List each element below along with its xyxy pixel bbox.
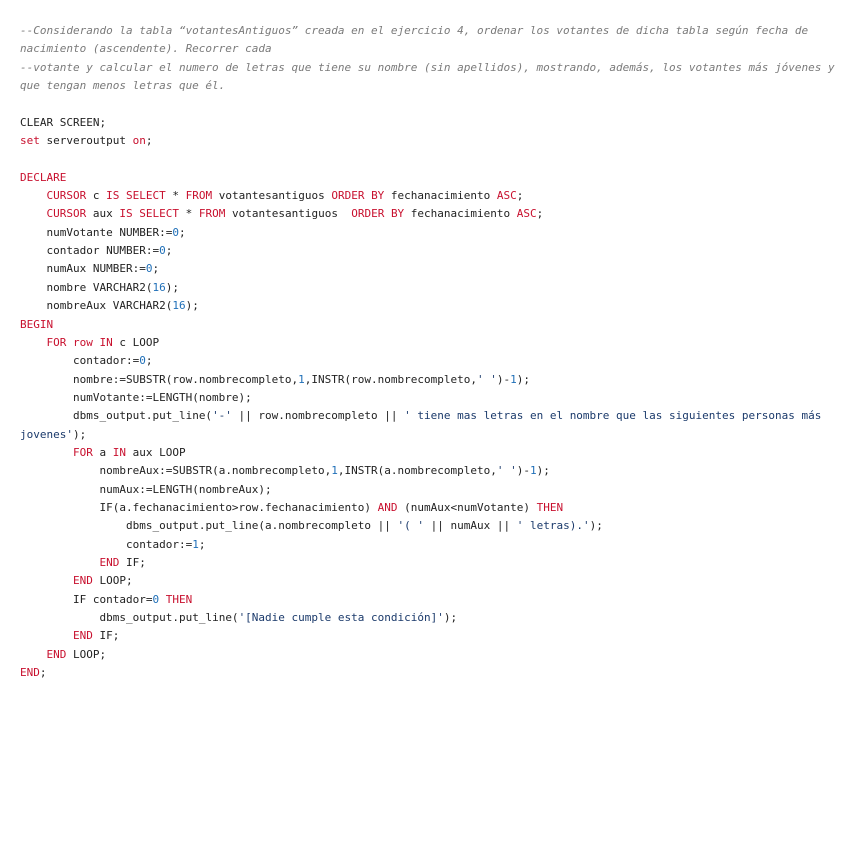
code-text: fechanacimiento: [384, 189, 497, 203]
code-text: ;: [198, 537, 206, 551]
code-line: [20, 591, 848, 609]
code-text: nombreAux VARCHAR2(: [20, 299, 173, 313]
code-number: 1: [331, 464, 338, 478]
code-text: );: [185, 299, 199, 313]
code-text: || numAux ||: [424, 519, 517, 533]
code-text: );: [443, 611, 458, 624]
code-line: [20, 462, 848, 480]
code-text: [20, 574, 73, 587]
code-line: [20, 297, 848, 315]
code-text: aux: [86, 207, 120, 221]
code-string: '( ': [397, 519, 424, 533]
code-keyword: IS SELECT: [119, 207, 179, 221]
code-line: [20, 242, 848, 260]
code-keyword: CURSOR: [46, 207, 87, 221]
code-keyword: THEN: [536, 500, 564, 514]
code-keyword: DECLARE: [20, 170, 67, 184]
code-text: *: [165, 189, 186, 203]
code-text: numVotante NUMBER:=: [20, 225, 173, 239]
code-text: [20, 629, 73, 642]
code-line: [20, 205, 848, 223]
code-number: 0: [159, 244, 166, 258]
code-line: [20, 664, 848, 682]
code-keyword: FOR row IN: [46, 335, 113, 349]
code-number: 1: [510, 372, 517, 386]
code-text: || row.nombrecompleto ||: [231, 409, 405, 423]
code-line: [20, 334, 848, 352]
code-text: nombreAux:=SUBSTR(a.nombrecompleto,: [20, 464, 332, 478]
code-number: 0: [139, 354, 146, 368]
code-text: [20, 648, 47, 661]
code-comment: --votante y calcular el numero de letras que tiene su nombre (sin apellidos), mostrando, además, los votantes más jóvenes y que tengan menos letras que él.: [20, 60, 842, 93]
code-line: [20, 22, 848, 59]
code-text: nombre VARCHAR2(: [20, 280, 153, 294]
code-text: [20, 556, 99, 569]
code-line: [20, 609, 848, 627]
code-text: ;: [145, 134, 153, 148]
code-keyword: END: [20, 666, 40, 680]
code-text: CLEAR SCREEN;: [20, 115, 107, 129]
code-keyword: on: [132, 134, 146, 148]
code-line: [20, 499, 848, 517]
code-string: '[Nadie cumple esta condición]': [238, 611, 444, 624]
code-text: ;: [39, 666, 47, 680]
code-line: [20, 316, 848, 334]
code-line: [20, 407, 848, 444]
code-keyword: IS SELECT: [106, 189, 166, 203]
code-line: [20, 224, 848, 242]
code-line: [20, 150, 848, 168]
code-text: aux LOOP: [125, 445, 186, 459]
code-number: 16: [172, 299, 186, 313]
code-line: [20, 554, 848, 572]
code-keyword: END: [99, 555, 120, 569]
code-line: [20, 517, 848, 535]
code-text: [20, 207, 47, 220]
code-text: numAux NUMBER:=: [20, 262, 146, 276]
code-keyword: CURSOR: [46, 189, 87, 203]
code-line: [20, 352, 848, 370]
code-keyword: ORDER BY: [351, 207, 405, 221]
code-string: '-': [212, 409, 232, 423]
code-text: );: [536, 464, 550, 478]
code-text: ;: [145, 354, 153, 368]
code-text: votantesantiguos: [225, 207, 352, 221]
code-text: [20, 446, 73, 459]
code-keyword: BEGIN: [20, 317, 54, 331]
code-string: ' letras).': [516, 519, 590, 533]
code-text: ;: [536, 207, 544, 221]
code-string: ' ': [476, 372, 497, 386]
code-text: c: [86, 189, 107, 203]
code-line: [20, 627, 848, 645]
code-keyword: set: [20, 134, 40, 148]
code-number: 16: [152, 280, 166, 294]
code-text: dbms_output.put_line(: [20, 611, 239, 624]
code-line: [20, 132, 848, 150]
code-line: [20, 371, 848, 389]
code-string: ' ': [496, 464, 517, 478]
code-keyword: FROM: [198, 207, 226, 221]
code-text: )-: [496, 372, 511, 386]
code-number: 0: [152, 592, 160, 606]
code-text: contador:=: [20, 537, 193, 551]
code-line: [20, 389, 848, 407]
code-text: LOOP;: [66, 647, 107, 661]
code-text: ;: [516, 189, 524, 203]
code-text: IF(a.fechanacimiento>row.fechanacimiento): [20, 500, 378, 514]
code-keyword: END: [46, 647, 67, 661]
code-keyword: AND: [377, 500, 398, 514]
code-text: );: [165, 280, 179, 294]
code-line: [20, 279, 848, 297]
code-keyword: END: [72, 629, 93, 643]
code-string: ' tiene mas letras en el nombre que las siguientes personas más jovenes': [20, 409, 828, 441]
code-keyword: IN: [112, 445, 126, 459]
code-text: IF contador=: [20, 592, 153, 606]
code-text: contador:=: [20, 354, 140, 368]
code-keyword: THEN: [165, 592, 193, 606]
code-text: serveroutput: [39, 134, 133, 148]
code-keyword: FROM: [185, 189, 213, 203]
code-number: 1: [192, 537, 199, 551]
code-line: [20, 169, 848, 187]
code-text: numVotante:=LENGTH(nombre);: [20, 390, 252, 404]
code-line: [20, 114, 848, 132]
code-text: [20, 336, 47, 349]
code-number: 1: [529, 464, 537, 478]
code-text: dbms_output.put_line(a.nombrecompleto ||: [20, 519, 398, 533]
code-text: [20, 189, 47, 202]
code-text: ;: [165, 244, 173, 258]
code-text: IF;: [92, 629, 120, 643]
code-line: [20, 95, 848, 113]
code-number: 0: [145, 262, 153, 276]
code-text: LOOP;: [92, 574, 133, 588]
code-line: [20, 187, 848, 205]
code-line: [20, 260, 848, 278]
code-text: fechanacimiento: [404, 207, 517, 221]
code-text: votantesantiguos: [212, 189, 332, 203]
code-keyword: ORDER BY: [331, 189, 385, 203]
code-text: c LOOP: [112, 335, 160, 349]
code-text: );: [516, 372, 530, 386]
code-text: ;: [152, 262, 160, 276]
code-keyword: END: [72, 574, 93, 588]
code-line: [20, 59, 848, 96]
code-text: a: [92, 445, 113, 459]
code-text: ,INSTR(row.nombrecompleto,: [304, 372, 477, 386]
code-text: IF;: [119, 555, 146, 569]
code-text: (numAux<numVotante): [397, 500, 537, 514]
code-line: [20, 646, 848, 664]
code-comment: --Considerando la tabla “votantesAntiguos” creada en el ejercicio 4, ordenar los votantes de dicha tabla según fecha de nacimiento (ascendente). Recorrer cada: [20, 24, 815, 56]
code-text: nombre:=SUBSTR(row.nombrecompleto,: [20, 372, 299, 386]
code-keyword: ASC: [516, 207, 537, 221]
code-line: [20, 536, 848, 554]
code-text: )-: [516, 464, 530, 478]
code-text: contador NUMBER:=: [20, 244, 160, 258]
code-keyword: ASC: [496, 189, 517, 203]
code-text: [159, 593, 166, 606]
code-text: numAux:=LENGTH(nombreAux);: [20, 482, 272, 496]
code-text: );: [589, 519, 603, 533]
code-block[interactable]: [20, 22, 848, 682]
code-line: [20, 481, 848, 499]
code-text: *: [178, 207, 199, 221]
code-line: [20, 444, 848, 462]
code-text: ;: [178, 225, 186, 239]
code-text: dbms_output.put_line(: [20, 409, 213, 423]
code-keyword: FOR: [72, 445, 93, 459]
code-text: );: [72, 427, 87, 441]
code-number: 1: [298, 372, 305, 386]
code-number: 0: [172, 225, 179, 239]
code-text: ,INSTR(a.nombrecompleto,: [337, 464, 497, 478]
code-line: [20, 572, 848, 590]
